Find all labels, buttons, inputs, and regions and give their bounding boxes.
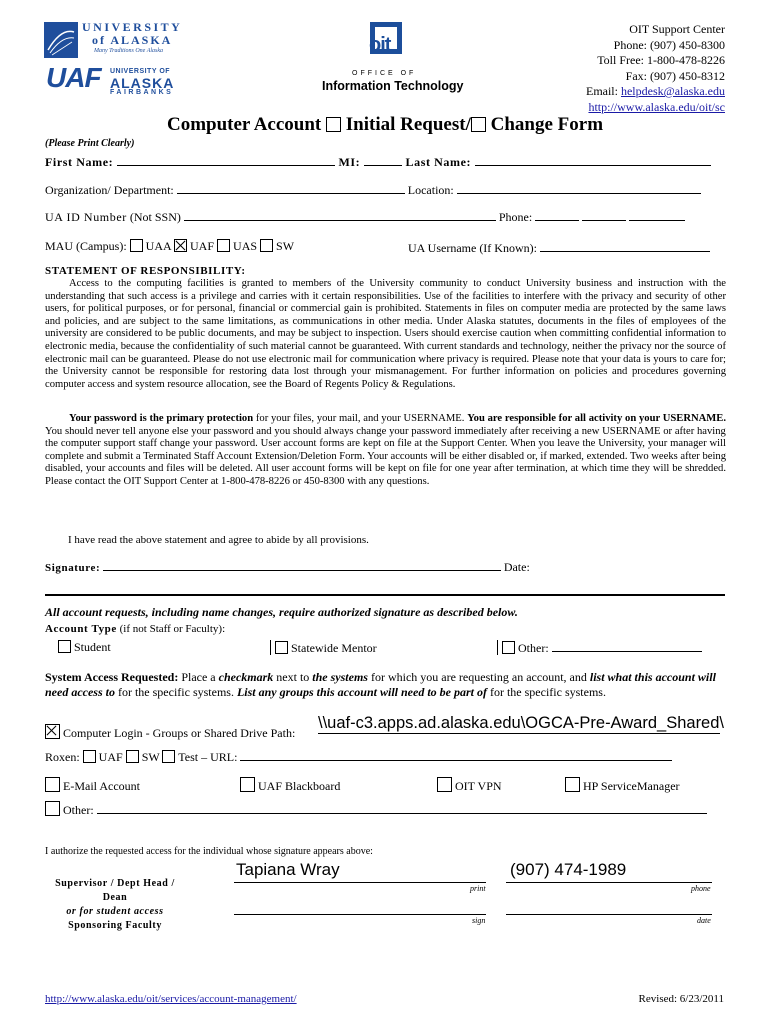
computer-login-row (45, 724, 295, 741)
mi-label: MI: (338, 155, 361, 169)
ua-logo-tag: Many Traditions One Alaska (94, 48, 164, 54)
password-emphasis: Your password is the primary protection (69, 413, 254, 424)
roxen-label: Roxen: (45, 750, 80, 764)
sys-text-2: next to (273, 670, 313, 684)
servicemanager-checkbox[interactable] (565, 777, 580, 792)
account-type-student (58, 640, 111, 655)
account-type-other (497, 640, 702, 656)
contact-title: OIT Support Center (629, 22, 725, 36)
footer-url[interactable]: http://www.alaska.edu/oit/services/account-management/ (45, 993, 297, 1005)
supervisor-line1: Supervisor / Dept Head / Dean (55, 878, 175, 903)
print-note: (Please Print Clearly) (45, 138, 135, 149)
section-divider (45, 594, 725, 596)
roxen-row (45, 750, 672, 765)
mentor-checkbox[interactable] (275, 641, 288, 654)
roxen-url-field[interactable] (240, 760, 672, 761)
system-other-label: Other: (63, 803, 94, 817)
sys-emph-2: the systems (312, 670, 368, 684)
email-label: E-Mail Account (63, 779, 140, 793)
form-title-part1: Computer Account (166, 114, 322, 135)
contact-email-row (586, 84, 725, 100)
sys-text-5: for the specific systems. (486, 685, 606, 699)
statement-paragraph-1: Access to the computing facilities is granted to members of the University community to conduct University business and instruction with the understanding that such access is a privilege and carries with it certain responsibilities. Use of the facilities to interfere with the privacy and security of other users, for political purposes, or for personal, financial or commercial gain is prohibited. Statements in files on computer media are protected by the same laws and policies, and are subject to the same limitations, as communications in other media. Under Alaska statutes, documents in the files of employees of the university are considered to be public documents, and may be subject to inspection. Users should exercise caution when committing confidential information to electronic media, because the confidentiality of such material cannot be guaranteed. With current standards and technology, neither the privacy nor the source of electronic mail can be guaranteed. Please do not use electronic mail for communication where privacy is required. Please note that your data is yours to care for; the University cannot be responsible for restoring data lost through your mismanagement. For further information on policies and procedures governing computer access and system resource allocation, see the Board of Regents Policy & Regulations. (45, 278, 726, 390)
contact-email-label: Email: (585, 84, 621, 98)
other-type-field[interactable] (552, 651, 702, 652)
username-field[interactable] (540, 251, 710, 252)
ua-logo-line2: of ALASKA (92, 33, 173, 47)
roxen-uaf-label: UAF (98, 750, 123, 764)
supervisor-phone-field[interactable] (506, 860, 712, 883)
supervisor-name-field[interactable] (234, 860, 486, 883)
ua-id-row (45, 210, 685, 225)
org-label: Organization/ Department: (45, 183, 174, 197)
phone-caption: phone (691, 884, 711, 893)
roxen-sw-checkbox[interactable] (126, 750, 139, 763)
account-type-mentor (270, 640, 377, 656)
system-other-row (45, 801, 707, 818)
supervisor-date-field[interactable] (506, 902, 712, 915)
mau-row (45, 239, 294, 254)
footer-revised: Revised: 6/23/2011 (638, 993, 724, 1005)
date-caption: date (697, 916, 711, 925)
account-type-row (45, 623, 225, 635)
servicemanager-label: HP ServiceManager (583, 779, 680, 793)
supervisor-label (45, 877, 185, 933)
contact-phone: Phone: (907) 450-8300 (613, 37, 725, 52)
phone-field-2[interactable] (582, 220, 626, 221)
computer-login-checkbox[interactable] (45, 724, 60, 739)
mau-uas-checkbox[interactable] (217, 239, 230, 252)
sys-emph-3: list what this account will need access to (45, 670, 716, 699)
org-field[interactable] (177, 193, 405, 194)
system-email (45, 777, 140, 794)
username-row (408, 241, 710, 256)
first-name-row (45, 155, 711, 170)
system-other-field[interactable] (97, 813, 707, 814)
uaf-logo (46, 62, 188, 100)
roxen-sw-label: SW (141, 750, 160, 764)
other-type-label: Other: (518, 641, 549, 655)
ua-id-note: (Not SSN) (126, 210, 181, 224)
roxen-test-label: Test – URL: (178, 750, 238, 764)
computer-login-value: \\uaf-c3.apps.ad.alaska.edu\OGCA-Pre-Award_Shared\ (318, 714, 724, 732)
oit-logo-line2: Information Technology (322, 79, 464, 93)
sys-emph-4: List any groups this account will need to be part of (236, 685, 487, 699)
system-servicemanager (565, 777, 680, 794)
contact-block (586, 22, 725, 115)
print-caption: print (470, 884, 486, 893)
system-access-label: System Access Requested: (45, 670, 179, 684)
responsibility-emphasis: You are responsible for all activity on your USERNAME. (467, 413, 727, 424)
system-other-checkbox[interactable] (45, 801, 60, 816)
account-type-note: (if not Staff or Faculty): (116, 623, 226, 635)
account-notice: All account requests, including name changes, require authorized signature as described below. (45, 605, 518, 619)
mau-label: MAU (Campus): (45, 239, 127, 253)
password-text-1: for your files, your mail, and your USERNAME. (253, 413, 468, 424)
oit-logo-line1: OFFICE OF (352, 70, 417, 77)
username-label: UA Username (If Known): (408, 241, 537, 255)
last-name-field[interactable] (475, 165, 711, 166)
mentor-label: Statewide Mentor (291, 641, 377, 655)
first-name-label: First Name: (45, 155, 114, 169)
supervisor-name-value: Tapiana Wray (236, 860, 340, 879)
authorize-text: I authorize the requested access for the individual whose signature appears above: (45, 846, 373, 857)
sys-text-1: Place a (178, 670, 219, 684)
form-title-part3: Change Form (490, 114, 604, 135)
ua-id-label: UA ID Number (45, 210, 127, 224)
computer-login-field[interactable] (318, 714, 724, 734)
initial-request-checkbox[interactable] (326, 117, 341, 132)
student-label: Student (74, 640, 111, 654)
password-text-2: You should never tell anyone else your password and you should always change your password immediately after receiving a new USERNAME or after having the computer support staff change your password. User account forms are kept on file at the Support Center. When you leave the University, your manager will complete and submit a Terminated Staff Account Extension/Deletion Form. Your accounts will be either disabled or, if marked, extended. Two weeks after being disabled, your accounts and files will be deleted. All user account forms will be kept on file for one year after termination, at which time they will be shredded. Please contact the OIT Support Center at 1-800-478-8226 or 450-8300 with any questions. (45, 425, 726, 487)
blackboard-checkbox[interactable] (240, 777, 255, 792)
mi-field[interactable] (364, 165, 402, 166)
system-vpn (437, 777, 502, 794)
location-field[interactable] (457, 193, 701, 194)
oit-logo-mark: oit (369, 34, 391, 56)
last-name-label: Last Name: (405, 155, 472, 169)
blackboard-label: UAF Blackboard (258, 779, 341, 793)
other-separator (497, 640, 498, 655)
mau-sw-label: SW (276, 239, 295, 253)
ua-logo-line1: UNIVERSITY (82, 20, 183, 34)
account-type-label: Account Type (45, 623, 117, 635)
vpn-label: OIT VPN (455, 779, 502, 793)
system-blackboard (240, 777, 340, 794)
agree-text: I have read the above statement and agree to abide by all provisions. (68, 534, 369, 546)
uaf-logo-line3: FAIRBANKS (110, 89, 174, 96)
supervisor-line2: or for student access (66, 906, 164, 917)
supervisor-sign-field[interactable] (234, 902, 486, 915)
other-type-checkbox[interactable] (502, 641, 515, 654)
contact-fax: Fax: (907) 450-8312 (625, 68, 725, 83)
uaf-logo-line1: UNIVERSITY OF (110, 68, 171, 75)
mentor-separator (270, 640, 271, 655)
ua-seal-icon (44, 22, 78, 58)
statement-paragraph-2 (45, 413, 726, 489)
supervisor-phone-value: (907) 474-1989 (510, 860, 627, 879)
mau-uaa-label: UAA (145, 239, 172, 253)
mau-uaa-checkbox[interactable] (130, 239, 143, 252)
sign-caption: sign (472, 916, 486, 925)
uaf-logo-line2: ALASKA (110, 75, 175, 91)
oit-logo (320, 22, 464, 96)
signature-row (45, 560, 530, 575)
org-row (45, 183, 701, 198)
contact-email-link[interactable]: helpdesk@alaska.edu (620, 84, 725, 98)
first-name-field[interactable] (117, 165, 335, 166)
phone-field-3[interactable] (629, 220, 685, 221)
mau-uaf-label: UAF (190, 239, 215, 253)
signature-field[interactable] (103, 570, 501, 571)
sys-text-4: for the specific systems. (114, 685, 237, 699)
vpn-checkbox[interactable] (437, 777, 452, 792)
mau-sw-checkbox[interactable] (260, 239, 273, 252)
ua-id-field[interactable] (184, 220, 496, 221)
roxen-test-checkbox[interactable] (162, 750, 175, 763)
mau-uas-label: UAS (233, 239, 258, 253)
form-title-part2: Initial Request/ (345, 114, 471, 135)
email-checkbox[interactable] (45, 777, 60, 792)
mau-uaf-checkbox[interactable] (174, 239, 187, 252)
form-title (0, 114, 770, 136)
roxen-uaf-checkbox[interactable] (83, 750, 96, 763)
system-access-instructions (45, 670, 725, 700)
location-label: Location: (407, 183, 454, 197)
sys-text-3: for which you are requesting an account, and (367, 670, 590, 684)
uaf-logo-mark: UAF (46, 62, 101, 93)
date-label: Date: (503, 560, 530, 574)
ua-logo (44, 20, 184, 62)
signature-label: Signature: (45, 562, 101, 574)
phone-label: Phone: (498, 210, 533, 224)
supervisor-line3: Sponsoring Faculty (68, 920, 162, 931)
contact-web-link[interactable]: http://www.alaska.edu/oit/sc (588, 99, 725, 114)
sys-emph-1: checkmark (218, 670, 274, 684)
change-form-checkbox[interactable] (471, 117, 486, 132)
phone-field-1[interactable] (535, 220, 579, 221)
student-checkbox[interactable] (58, 640, 71, 653)
computer-login-label: Computer Login - Groups or Shared Drive Path: (63, 726, 296, 740)
statement-heading: STATEMENT OF RESPONSIBILITY: (45, 265, 246, 277)
contact-toll: Toll Free: 1-800-478-8226 (597, 53, 725, 67)
